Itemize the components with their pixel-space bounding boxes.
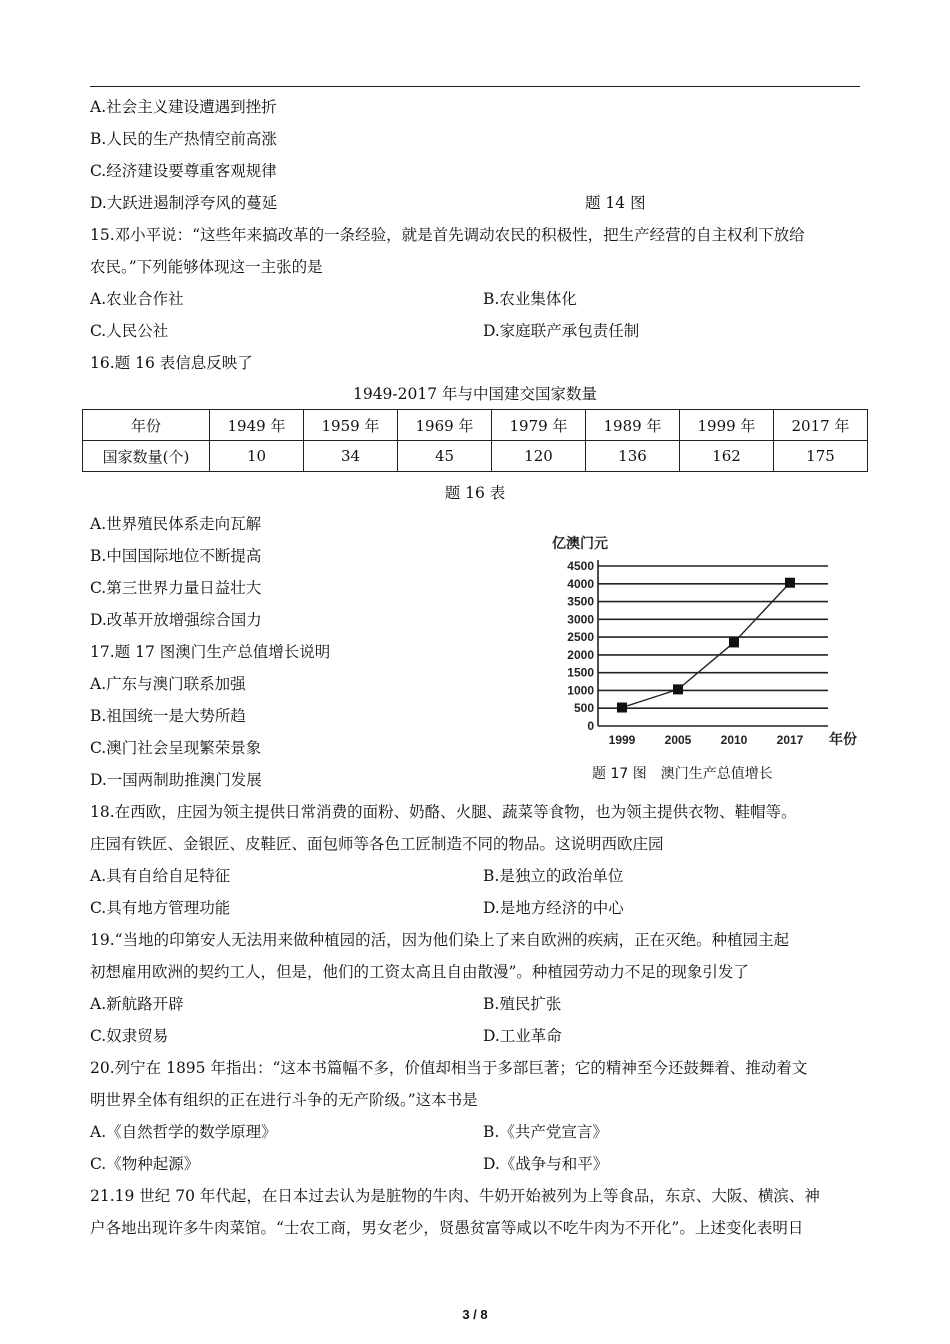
table-row: [83, 441, 868, 472]
page-number: 3 / 8: [462, 1307, 488, 1322]
q16-stem: 16.题 16 表信息反映了: [90, 354, 253, 372]
q18-option-c: C.具有地方管理功能: [90, 899, 231, 917]
data-point: [617, 703, 627, 713]
q15-stem-line2: 农民。”下列能够体现这一主张的是: [90, 258, 323, 276]
table-cell: 1959 年: [304, 410, 398, 441]
y-tick-label: 1000: [567, 683, 594, 698]
q20-option-b: B.《共产党宣言》: [483, 1123, 608, 1141]
q14-option-c: C.经济建设要尊重客观规律: [90, 162, 277, 180]
q19-stem-line1: 19.“当地的印第安人无法用来做种植园的活，因为他们染上了来自欧洲的疾病，正在灭绝。种植园主起: [90, 931, 790, 949]
macau-gdp-chart: [540, 530, 857, 760]
q21-stem-line2: 户各地出现许多牛肉菜馆。“士农工商，男女老少，贤愚贫富等咸以不吃牛肉为不开化”。上述变化表明日: [90, 1219, 804, 1237]
y-tick-label: 1500: [567, 665, 594, 680]
q17-figure-caption: 题 17 图 澳门生产总值增长: [592, 766, 773, 782]
y-tick-label: 2500: [567, 630, 594, 645]
q16-option-d: D.改革开放增强综合国力: [90, 611, 262, 629]
q17-option-a: A.广东与澳门联系加强: [90, 675, 246, 693]
y-tick-label: 3500: [567, 594, 594, 609]
q20-option-d: D.《战争与和平》: [483, 1155, 609, 1173]
q19-stem-line2: 初想雇用欧洲的契约工人，但是，他们的工资太高且自由散漫”。种植园劳动力不足的现象引发了: [90, 963, 749, 981]
q15-option-d: D.家庭联产承包责任制: [483, 322, 640, 340]
q17-option-d: D.一国两制助推澳门发展: [90, 771, 262, 789]
q18-stem-line2: 庄园有铁匠、金银匠、皮鞋匠、面包师等各色工匠制造不同的物品。这说明西欧庄园: [90, 835, 664, 853]
q16-table: [82, 409, 868, 472]
table-cell: 175: [774, 441, 868, 472]
table-cell: 1969 年: [398, 410, 492, 441]
q19-option-b: B.殖民扩张: [483, 995, 562, 1013]
y-tick-label: 0: [587, 719, 594, 733]
q14-option-d: D.大跃进遏制浮夸风的蔓延: [90, 194, 278, 212]
y-tick-label: 4500: [567, 559, 594, 573]
table-cell: 国家数量(个): [83, 441, 210, 472]
table-cell: 1949 年: [210, 410, 304, 441]
table-cell: 1999 年: [680, 410, 774, 441]
q14-figure-caption: 题 14 图: [585, 194, 646, 212]
q16-table-title: 1949-2017 年与中国建交国家数量: [352, 385, 598, 403]
table-cell: 120: [492, 441, 586, 472]
table-cell: 1989 年: [586, 410, 680, 441]
q19-option-c: C.奴隶贸易: [90, 1027, 169, 1045]
q20-stem-line2: 明世界全体有组织的正在进行斗争的无产阶级。”这本书是: [90, 1091, 478, 1109]
q17-stem: 17.题 17 图澳门生产总值增长说明: [90, 643, 331, 661]
x-axis-label: 年份: [829, 732, 857, 748]
y-tick-label: 2000: [567, 647, 594, 662]
table-cell: 136: [586, 441, 680, 472]
q16-table-caption: 题 16 表: [444, 484, 506, 502]
table-cell: 162: [680, 441, 774, 472]
q16-option-c: C.第三世界力量日益壮大: [90, 579, 262, 597]
q15-option-c: C.人民公社: [90, 322, 169, 340]
x-tick-label: 1999: [608, 733, 636, 747]
q16-option-b: B.中国国际地位不断提高: [90, 547, 262, 565]
q20-option-c: C.《物种起源》: [90, 1155, 200, 1173]
q17-option-c: C.澳门社会呈现繁荣景象: [90, 739, 262, 757]
table-header-row: [83, 410, 868, 441]
q20-stem-line1: 20.列宁在 1895 年指出：“这本书篇幅不多，价值却相当于多部巨著；它的精神至今还鼓舞着、推动着文: [90, 1059, 808, 1077]
q19-option-d: D.工业革命: [483, 1027, 562, 1045]
q16-option-a: A.世界殖民体系走向瓦解: [90, 515, 262, 533]
data-point: [785, 578, 795, 588]
x-tick-label: 2010: [720, 733, 748, 747]
q15-stem-line1: 15.邓小平说：“这些年来搞改革的一条经验，就是首先调动农民的积极性，把生产经营的自主权利下放给: [90, 226, 805, 244]
y-axis-label: 亿澳门元: [552, 536, 608, 552]
q18-stem-line1: 18.在西欧，庄园为领主提供日常消费的面粉、奶酪、火腿、蔬菜等食物，也为领主提供衣物、鞋帽等。: [90, 803, 797, 821]
q18-option-d: D.是地方经济的中心: [483, 899, 624, 917]
q14-option-a: A.社会主义建设遭遇到挫折: [90, 98, 277, 116]
q15-option-b: B.农业集体化: [483, 290, 577, 308]
q17-option-b: B.祖国统一是大势所趋: [90, 707, 246, 725]
data-point: [673, 684, 683, 694]
y-tick-label: 3000: [567, 612, 594, 627]
table-cell: 34: [304, 441, 398, 472]
table-cell: 2017 年: [774, 410, 868, 441]
y-tick-label: 500: [573, 701, 594, 716]
q18-option-b: B.是独立的政治单位: [483, 867, 624, 885]
x-tick-label: 2005: [664, 733, 692, 747]
x-tick-label: 2017: [776, 733, 804, 747]
table-cell: 年份: [83, 410, 210, 441]
table-cell: 45: [398, 441, 492, 472]
q14-option-b: B.人民的生产热情空前高涨: [90, 130, 277, 148]
q19-option-a: A.新航路开辟: [90, 995, 184, 1013]
y-tick-label: 4000: [567, 576, 594, 591]
data-point: [729, 637, 739, 647]
q21-stem-line1: 21.19 世纪 70 年代起，在日本过去认为是脏物的牛肉、牛奶开始被列为上等食品，东京、大阪、横滨、神: [90, 1187, 820, 1205]
q15-option-a: A.农业合作社: [90, 290, 184, 308]
q18-option-a: A.具有自给自足特征: [90, 867, 231, 885]
q20-option-a: A.《自然哲学的数学原理》: [90, 1123, 277, 1141]
header-rule: [90, 86, 860, 87]
table-cell: 10: [210, 441, 304, 472]
table-cell: 1979 年: [492, 410, 586, 441]
